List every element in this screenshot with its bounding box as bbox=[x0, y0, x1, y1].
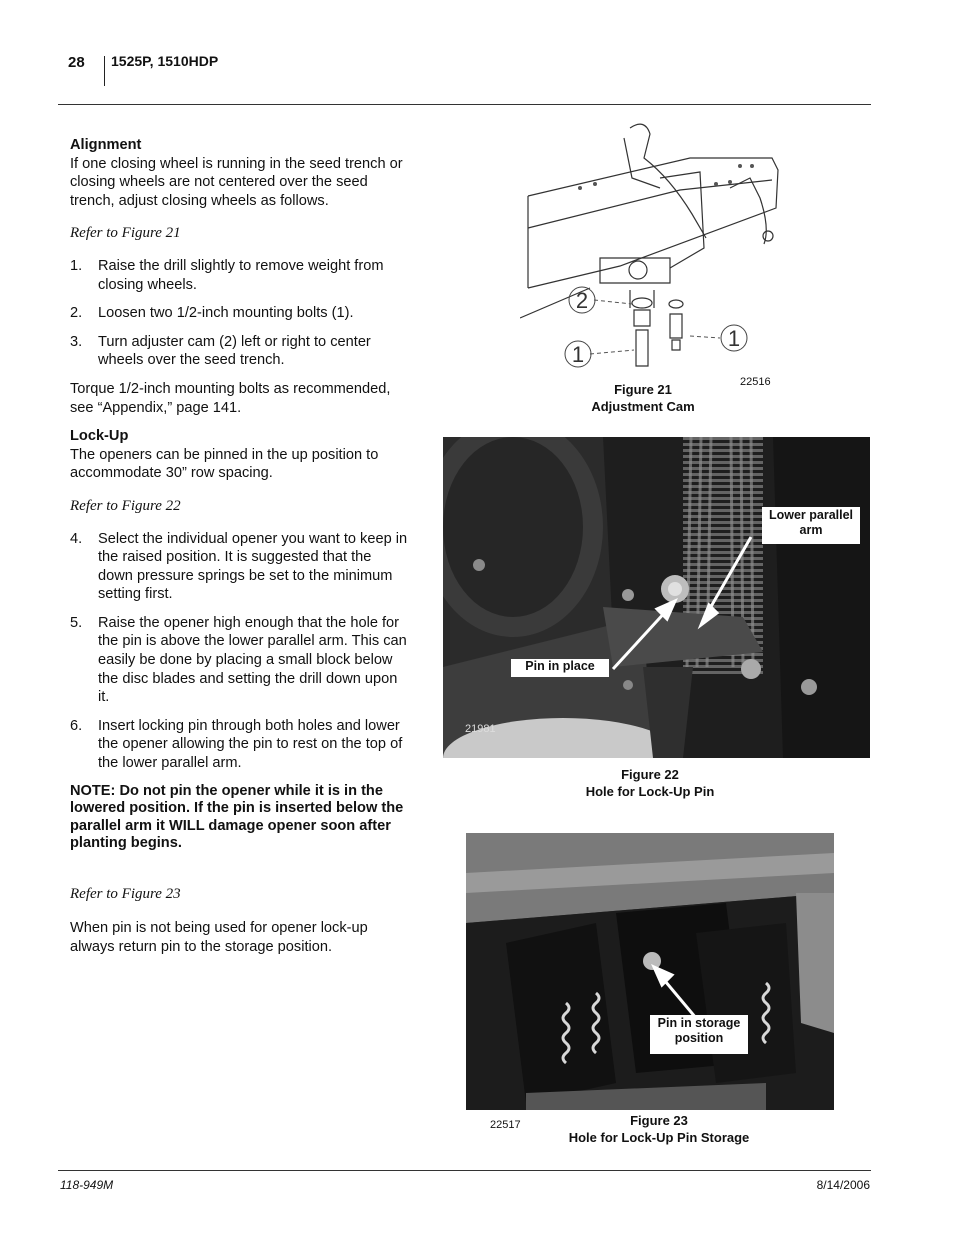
lockup-ref: Refer to Figure 22 bbox=[70, 497, 181, 514]
lockup-pin-photo bbox=[443, 437, 870, 758]
header-title: 1525P, 1510HDP bbox=[111, 53, 219, 69]
figure-22-caption: Figure 22 Hole for Lock-Up Pin bbox=[585, 767, 715, 799]
figure-23-caption: Figure 23 Hole for Lock-Up Pin Storage bbox=[568, 1113, 750, 1145]
doc-date: 8/14/2006 bbox=[816, 1178, 870, 1192]
figure-21-drawing bbox=[520, 118, 790, 380]
figure-22-id: 21981 bbox=[465, 723, 496, 735]
lockup-heading: Lock-Up bbox=[70, 428, 129, 445]
label-pin-in-place: Pin in place bbox=[511, 659, 609, 677]
list-item: 3. Turn adjuster cam (2) left or right to center wheels over the seed trench. bbox=[70, 333, 371, 369]
storage-text: When pin is not being used for opener lock-up always return pin to the storage position. bbox=[70, 920, 368, 955]
alignment-steps bbox=[70, 257, 410, 370]
figure-21-caption: Figure 21 Adjustment Cam bbox=[591, 382, 695, 414]
alignment-ref: Refer to Figure 21 bbox=[70, 225, 181, 242]
list-item: 5. Raise the opener high enough that the hole for the pin is above the lower parallel arm. This can easily be done by placing a small block below the disc blades and setting the drill down upon it. bbox=[70, 614, 407, 706]
list-item: 1. Raise the drill slightly to remove weight from closing wheels. bbox=[70, 257, 384, 293]
header-rule bbox=[58, 104, 871, 105]
page-number: 28 bbox=[68, 54, 85, 71]
figure-23-photo bbox=[466, 833, 834, 1110]
lockup-ref2: Refer to Figure 23 bbox=[70, 885, 181, 902]
label-lower-parallel-arm: Lower parallel arm bbox=[762, 507, 860, 544]
footer-rule bbox=[58, 1170, 871, 1171]
note-text: NOTE: Do not pin the opener while it is in the lowered position. If the pin is inserted below the parallel arm it WILL damage opener soon after planting begins. bbox=[70, 782, 404, 852]
adjustment-cam-illustration bbox=[520, 118, 790, 380]
alignment-heading: Alignment bbox=[70, 137, 142, 153]
doc-number: 118-949M bbox=[60, 1178, 114, 1192]
label-pin-in-storage: Pin in storage position bbox=[650, 1015, 748, 1054]
list-item: 6. Insert locking pin through both holes and lower the opener allowing the pin to rest on the top of the lower parallel arm. bbox=[70, 717, 403, 772]
torque-text: Torque 1/2-inch mounting bolts as recommended, see “Appendix,” page 141. bbox=[70, 380, 391, 416]
callout-2: 2 bbox=[575, 288, 589, 313]
callout-1: 1 bbox=[571, 342, 585, 367]
figure-21-id: 22516 bbox=[740, 376, 771, 388]
list-item: 2. Loosen two 1/2-inch mounting bolts (1). bbox=[70, 305, 354, 322]
alignment-intro: If one closing wheel is running in the seed trench or closing wheels are not centered over the seed trench, adjust closing wheels as follows. bbox=[70, 155, 403, 209]
text-column bbox=[70, 136, 410, 956]
pin-storage-photo bbox=[466, 833, 834, 1110]
figure-23-id: 22517 bbox=[490, 1119, 521, 1131]
callout-1b: 1 bbox=[727, 326, 741, 351]
header-divider bbox=[104, 56, 105, 86]
lockup-intro: The openers can be pinned in the up position to accommodate 30” row spacing. bbox=[70, 446, 379, 482]
lockup-steps bbox=[70, 530, 410, 773]
list-item: 4. Select the individual opener you want to keep in the raised position. It is suggested that the down pressure springs be set to the minimum setting first. bbox=[70, 530, 408, 603]
figure-22-photo bbox=[443, 437, 870, 758]
